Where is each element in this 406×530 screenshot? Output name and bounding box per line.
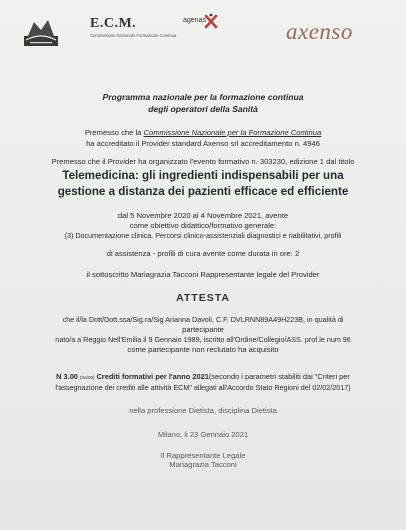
profession-line: nella professione Dietista, disciplina Dietista: [129, 406, 277, 415]
event-title-line-1: Telemedicina: gli ingredienti indispensabili per una: [62, 169, 344, 182]
signature-role: Il Rappresentante Legale: [160, 451, 246, 460]
participant-line-4: come partecipante non reclutato ha acquisito: [127, 345, 279, 354]
place-date: Milano, li 23 Gennaio 2021: [157, 430, 249, 439]
agenas-x-icon: [204, 13, 218, 29]
premesso-commission-line: [0, 128, 406, 137]
credits-line-1: [0, 372, 406, 381]
attesta-heading: ATTESTA: [176, 292, 230, 304]
program-line-2: degli operatori della Sanità: [148, 104, 258, 114]
dates-line-2: come obiettivo didattico/formativo generale:: [129, 221, 277, 230]
participant-line-2: partecipante: [182, 325, 224, 334]
signer-intro: il sottoscritto Mariagrazia Tacconi Rappresentante legale del Provider: [86, 270, 320, 279]
credits-criteria: (secondo i parametri stabiliti dai "Criteri per: [208, 372, 350, 381]
credits-label: Crediti formativi per l'anno 2021: [96, 372, 209, 381]
premesso-prefix: Premesso che la: [84, 128, 144, 137]
dates-line-4: di assistenza - profili di cura avente come durata in ore: 2: [106, 249, 300, 258]
premesso-event-line: Premesso che il Provider ha organizzato l'evento formativo n. 303230, edizione 1 dal titolo: [51, 157, 355, 166]
dates-line-1: dal 5 Novembre 2020 al 4 Novembre 2021, avente: [117, 211, 289, 220]
ecm-subtitle: Commissione Nazionale Formazione Continua: [90, 33, 177, 38]
agenas-logo-text: agenas: [183, 17, 206, 24]
credits-fraction: (tre/00): [79, 375, 95, 380]
credits-value: N 3.00: [56, 372, 78, 381]
ecm-title: E.C.M.: [90, 16, 137, 31]
credits-line-2: l'assegnazione dei crediti alle attività ECM" allegati all'Accordo Stato Regioni del 02/02/2017): [55, 383, 351, 392]
commission-name: Commissione Nazionale per la Formazione Continua: [143, 128, 322, 137]
signature-name: Mariagrazia Tacconi: [169, 460, 237, 469]
premesso-accreditation-line: ha accreditato il Provider standard Axenso srl accreditamento n. 4946: [86, 139, 320, 148]
axenso-logo: axenso: [286, 19, 353, 44]
dates-line-3: (3) Documentazione clinica. Percorsi clinico-assistenziali diagnostici e riabilitativi, profili: [64, 231, 342, 240]
certificate-header: [0, 0, 406, 62]
event-title-line-2: gestione a distanza dei pazienti efficace ed efficiente: [57, 185, 349, 198]
participant-line-3: nato/a a Reggio Nell'Emilia il 9 Gennaio 1989, iscritto all'Ordine/Collegio/ASS. prof.le num 96: [55, 335, 351, 344]
ecm-logo-icon: [24, 16, 58, 46]
participant-line-1: che il/la Dott/Dott.ssa/Sig.ra/Sig Arianna Davoli, C.F. DVLRNN89A49H223B, in qualità di: [62, 315, 344, 324]
program-line-1: Programma nazionale per la formazione continua: [102, 92, 304, 102]
